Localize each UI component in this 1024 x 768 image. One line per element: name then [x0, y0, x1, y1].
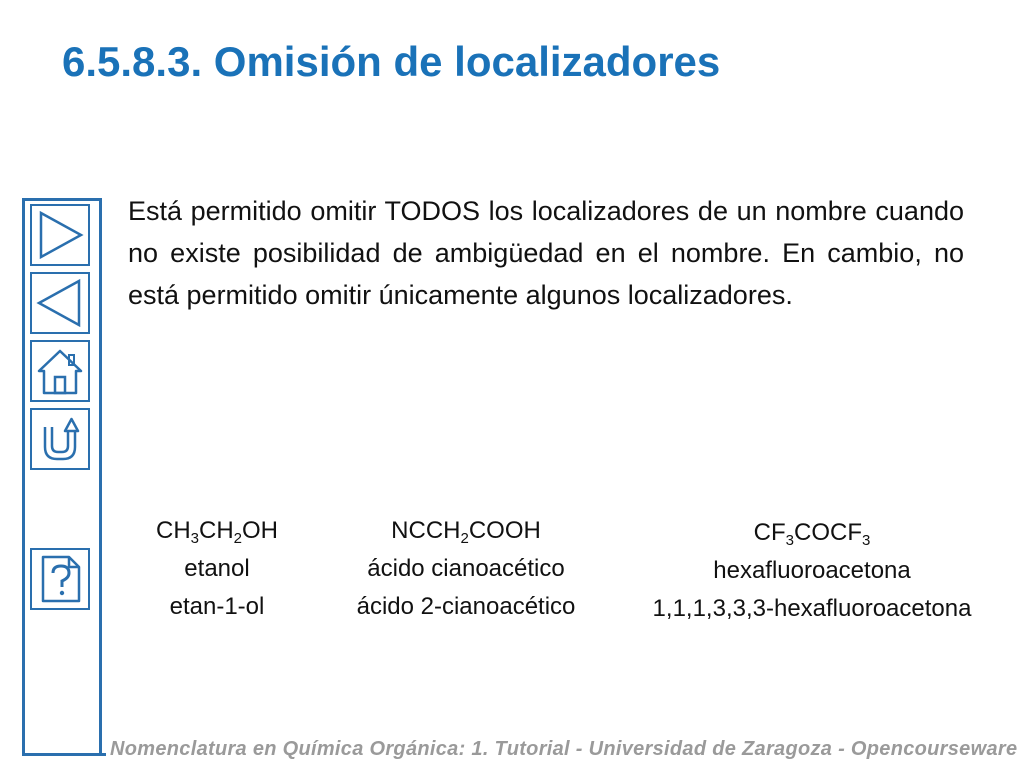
- help-button[interactable]: [30, 548, 90, 610]
- formula: $NCCH_2COOH$: [391, 517, 541, 547]
- systematic-name: 1,1,1,3,3,3-hexafluoroacetona: [652, 595, 972, 622]
- common-name: etanol: [184, 555, 250, 582]
- return-icon: [35, 413, 85, 465]
- footer-credits: Nomenclatura en Química Orgánica: 1. Tutorial - Universidad de Zaragoza - Opencourseware: [110, 738, 1018, 760]
- play-forward-icon: [35, 209, 85, 261]
- common-name: hexafluoroacetona: [713, 557, 911, 584]
- formula-subscript: 2: [460, 530, 469, 547]
- common-name: ácido cianoacético: [367, 555, 565, 582]
- formula: $CH_3CH_2OH$: [155, 517, 279, 547]
- return-button[interactable]: [30, 408, 90, 470]
- formula-subscript: 3: [190, 530, 199, 547]
- home-icon: [35, 345, 85, 397]
- systematic-name: etan-1-ol: [169, 593, 265, 620]
- formula: $CF_3COCF_3$: [753, 519, 871, 549]
- home-button[interactable]: [30, 340, 90, 402]
- systematic-name: ácido 2-cianoacético: [356, 593, 576, 620]
- next-slide-button[interactable]: [30, 204, 90, 266]
- formula-subscript: 3: [785, 532, 794, 549]
- help-icon: [35, 553, 85, 605]
- formula-subscript: 3: [862, 532, 871, 549]
- previous-slide-button[interactable]: [30, 272, 90, 334]
- example-cyanoacetic-acid: [334, 512, 598, 626]
- body-paragraph: Está permitido omitir TODOS los localizadores de un nombre cuando no existe posibilidad de ambigüedad en el nombre. En cambio, no está permitido omitir únicamente algunos localizadores.: [128, 196, 964, 310]
- example-ethanol: [136, 512, 298, 626]
- nav-sidebar-bottom-rule: [22, 753, 106, 756]
- play-back-icon: [35, 277, 85, 329]
- formula-subscript: 2: [233, 530, 243, 547]
- page-title: 6.5.8.3. Omisión de localizadores: [62, 38, 721, 85]
- example-hexafluoroacetone: [616, 514, 1008, 628]
